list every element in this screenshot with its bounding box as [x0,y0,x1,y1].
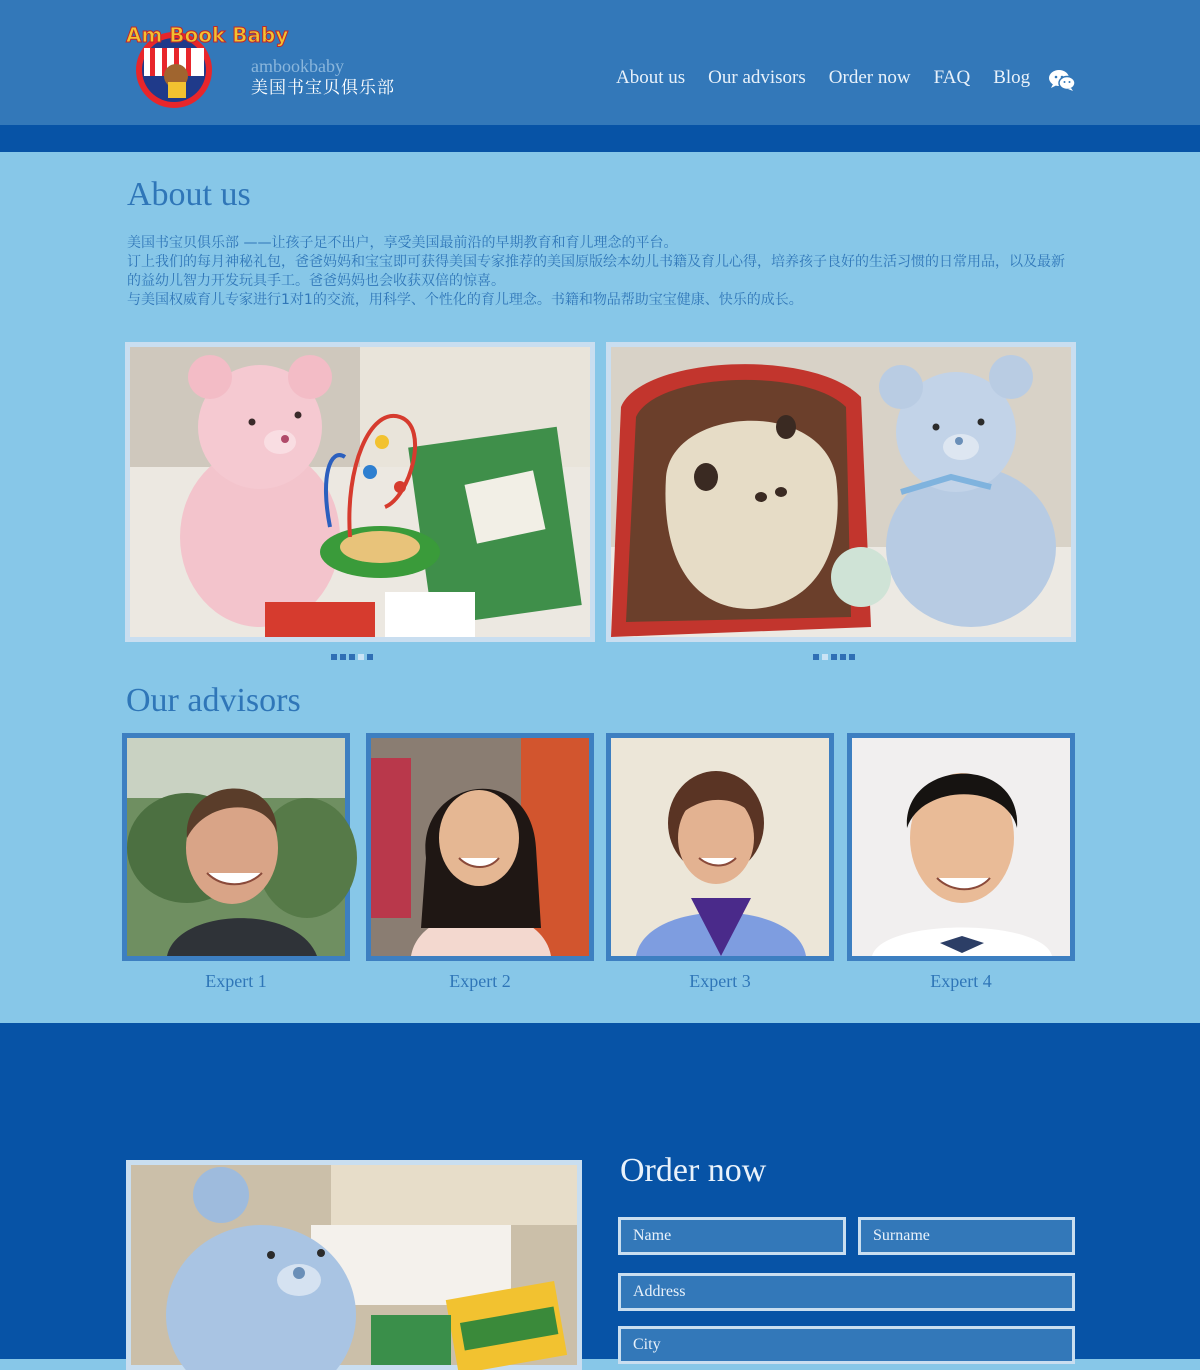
nav-blog[interactable]: Blog [993,67,1031,88]
advisor-photo[interactable] [122,733,350,961]
gift-box-photo-left[interactable] [125,342,595,642]
about-line: 订上我们的每月神秘礼包，爸爸妈妈和宝宝即可获得美国专家推荐的美国原版绘本幼儿书籍及育儿心得，培养孩子良好的生活习惯的日常用品，以及最新的益幼儿智力开发玩具手工。爸爸妈妈也会收获双倍的惊喜。 [127,254,1065,289]
about-heading: About us [127,176,251,213]
site-header [0,0,1200,125]
advisor-name: Expert 4 [930,971,992,991]
advisor-name: Expert 3 [689,971,751,991]
brand-title: 美国书宝贝俱乐部 [251,78,395,98]
advisors-heading: Our advisors [126,682,301,719]
nav-our-advisors[interactable]: Our advisors [708,67,806,88]
header-divider [0,125,1200,152]
advisor-name: Expert 1 [205,971,267,991]
slider-dot[interactable] [331,654,337,660]
slider-dot[interactable] [849,654,855,660]
site-logo[interactable] [124,14,289,110]
order-heading: Order now [620,1152,767,1189]
pink-bear-gift-image [130,347,590,637]
slider-dot[interactable] [840,654,846,660]
advisor-name: Expert 2 [449,971,511,991]
name-input[interactable] [618,1217,846,1255]
slider-dot-active[interactable] [822,654,828,660]
slider-dots-left [331,654,376,660]
nav-faq[interactable]: FAQ [933,67,971,88]
gift-box-photo-right[interactable] [606,342,1076,642]
about-line: 与美国权威育儿专家进行1对1的交流，用科学、个性化的育儿理念。书籍和物品帮助宝宝健康、快乐的成长。 [127,292,803,308]
brand-subtitle: ambookbaby [251,56,344,76]
slider-dot-active[interactable] [358,654,364,660]
city-input[interactable] [618,1326,1075,1364]
advisor-portrait-3 [611,738,829,956]
logo-text: Am Book Baby [126,23,289,47]
advisor-photo[interactable] [847,733,1075,961]
advisor-photo[interactable] [606,733,834,961]
blue-bear-gift-image [131,1165,577,1365]
monkey-backpack-image [611,347,1071,637]
advisor-card-1[interactable] [122,733,350,992]
advisor-card-3[interactable] [606,733,834,992]
surname-input[interactable] [858,1217,1075,1255]
slider-dot[interactable] [349,654,355,660]
slider-dot[interactable] [340,654,346,660]
wechat-icon[interactable] [1048,68,1076,92]
advisor-portrait-2 [371,738,589,956]
about-description [127,234,1077,310]
nav-order-now[interactable]: Order now [828,67,911,88]
advisor-card-4[interactable] [847,733,1075,992]
address-input[interactable] [618,1273,1075,1311]
slider-dot[interactable] [831,654,837,660]
advisor-card-2[interactable] [366,733,594,992]
nav-about-us[interactable]: About us [616,67,686,88]
advisor-portrait-1 [127,738,345,956]
order-photo [126,1160,582,1370]
brand [251,56,395,100]
slider-dot[interactable] [367,654,373,660]
slider-dot[interactable] [813,654,819,660]
advisor-photo[interactable] [366,733,594,961]
about-line: 美国书宝贝俱乐部 ——让孩子足不出户，享受美国最前沿的早期教育和育儿理念的平台。 [127,235,678,251]
slider-dots-right [813,654,858,660]
advisor-portrait-4 [852,738,1070,956]
main-nav [616,66,1053,90]
